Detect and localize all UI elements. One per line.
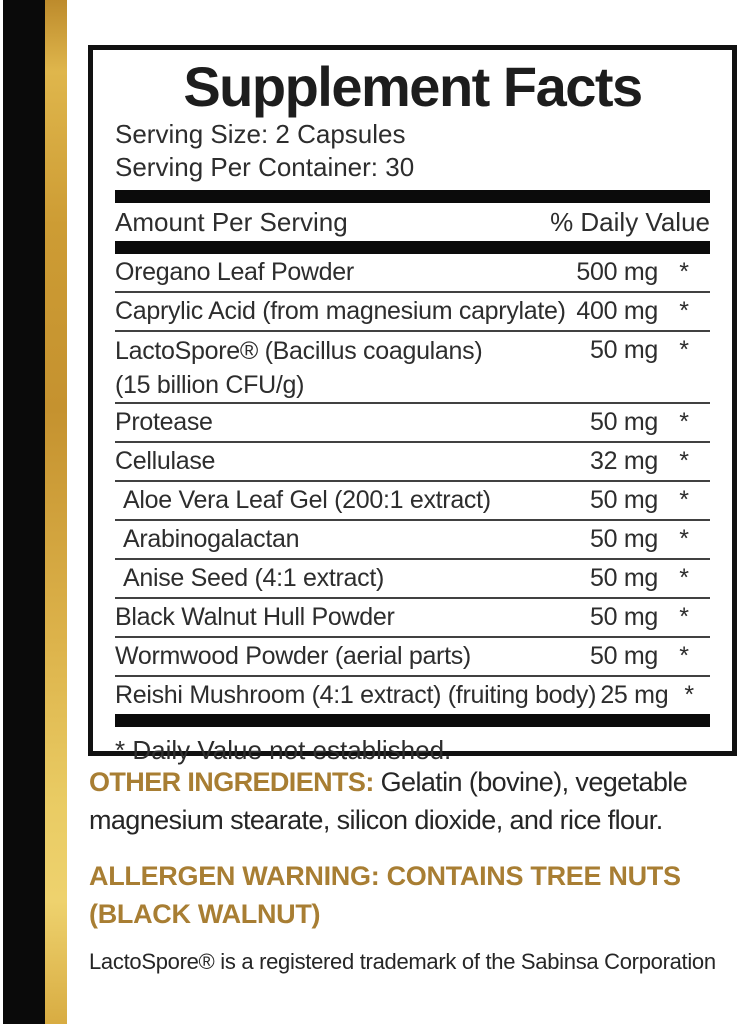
table-row [115,677,710,714]
table-header-row [115,203,710,241]
left-black-bar [3,0,45,1024]
table-row [115,293,710,332]
ingredient-name: Caprylic Acid (from magnesium caprylate) [115,297,566,325]
label-lower-text [89,763,750,975]
allergen-warning [89,857,750,933]
servings-per-container: Serving Per Container: 30 [115,152,415,182]
ingredient-amount: 400 mg [576,297,658,325]
ingredient-name: Arabinogalactan [123,525,300,553]
column-header-daily-value: % Daily Value [550,206,710,237]
facts-table-body [115,254,710,714]
supplement-facts-title: Supplement Facts [183,55,642,118]
table-row [115,404,710,443]
ingredient-daily-value: * [679,564,689,592]
other-ingredients-line1: Gelatin (bovine), vegetable [373,767,688,797]
divider-bar-thick [115,241,710,254]
ingredient-daily-value: * [679,408,689,436]
ingredient-name: Aloe Vera Leaf Gel (200:1 extract) [123,486,491,514]
table-row [115,443,710,482]
divider-bar-thick [115,714,710,727]
table-row [115,599,710,638]
ingredient-daily-value: * [679,297,689,325]
allergen-warning-line2: (BLACK WALNUT) [89,899,321,929]
ingredient-daily-value: * [679,486,689,514]
ingredient-daily-value: * [679,642,689,670]
serving-info [115,118,710,184]
ingredient-amount: 50 mg [590,564,658,592]
ingredient-amount: 50 mg [590,408,658,436]
other-ingredients-paragraph [89,763,750,839]
other-ingredients-line2: magnesium stearate, silicon dioxide, and rice flour. [89,805,663,835]
ingredient-daily-value: * [679,525,689,553]
supplement-facts-panel [88,45,737,765]
other-ingredients-label: OTHER INGREDIENTS: [89,767,374,797]
trademark-note: LactoSpore® is a registered trademark of the Sabinsa Corporation [89,949,716,974]
ingredient-daily-value: * [684,681,694,709]
ingredient-name: Wormwood Powder (aerial parts) [115,642,471,670]
ingredient-daily-value: * [679,447,689,475]
ingredient-amount: 50 mg [590,642,658,670]
table-row [115,254,710,293]
table-row [115,521,710,560]
ingredient-name: Anise Seed (4:1 extract) [123,564,384,592]
ingredient-name: Reishi Mushroom (4:1 extract) (fruiting body) [115,681,597,709]
ingredient-amount: 500 mg [576,258,658,286]
ingredient-daily-value: * [679,258,689,286]
ingredient-name: Oregano Leaf Powder [115,258,354,286]
ingredient-amount: 50 mg [590,336,658,364]
table-row [115,560,710,599]
ingredient-name: Black Walnut Hull Powder [115,603,395,631]
ingredient-amount: 32 mg [590,447,658,475]
ingredient-amount: 50 mg [590,486,658,514]
allergen-warning-line1: ALLERGEN WARNING: CONTAINS TREE NUTS [89,861,681,891]
serving-size: Serving Size: 2 Capsules [115,119,406,149]
ingredient-amount: 50 mg [590,603,658,631]
gold-accent-stripe [45,0,67,1024]
ingredient-amount: 25 mg [600,681,669,709]
table-row [115,332,710,404]
ingredient-daily-value: * [679,603,689,631]
ingredient-daily-value: * [679,336,689,364]
ingredient-name: Cellulase [115,447,216,475]
table-row [115,482,710,521]
table-row [115,638,710,677]
daily-value-footnote: * Daily Value not established. [115,735,452,765]
ingredient-name: Protease [115,408,213,436]
ingredient-name: LactoSpore® (Bacillus coagulans) (15 billion CFU/g) [115,337,483,399]
divider-bar-thick [115,190,710,203]
ingredient-amount: 50 mg [590,525,658,553]
column-header-amount: Amount Per Serving [115,206,348,237]
